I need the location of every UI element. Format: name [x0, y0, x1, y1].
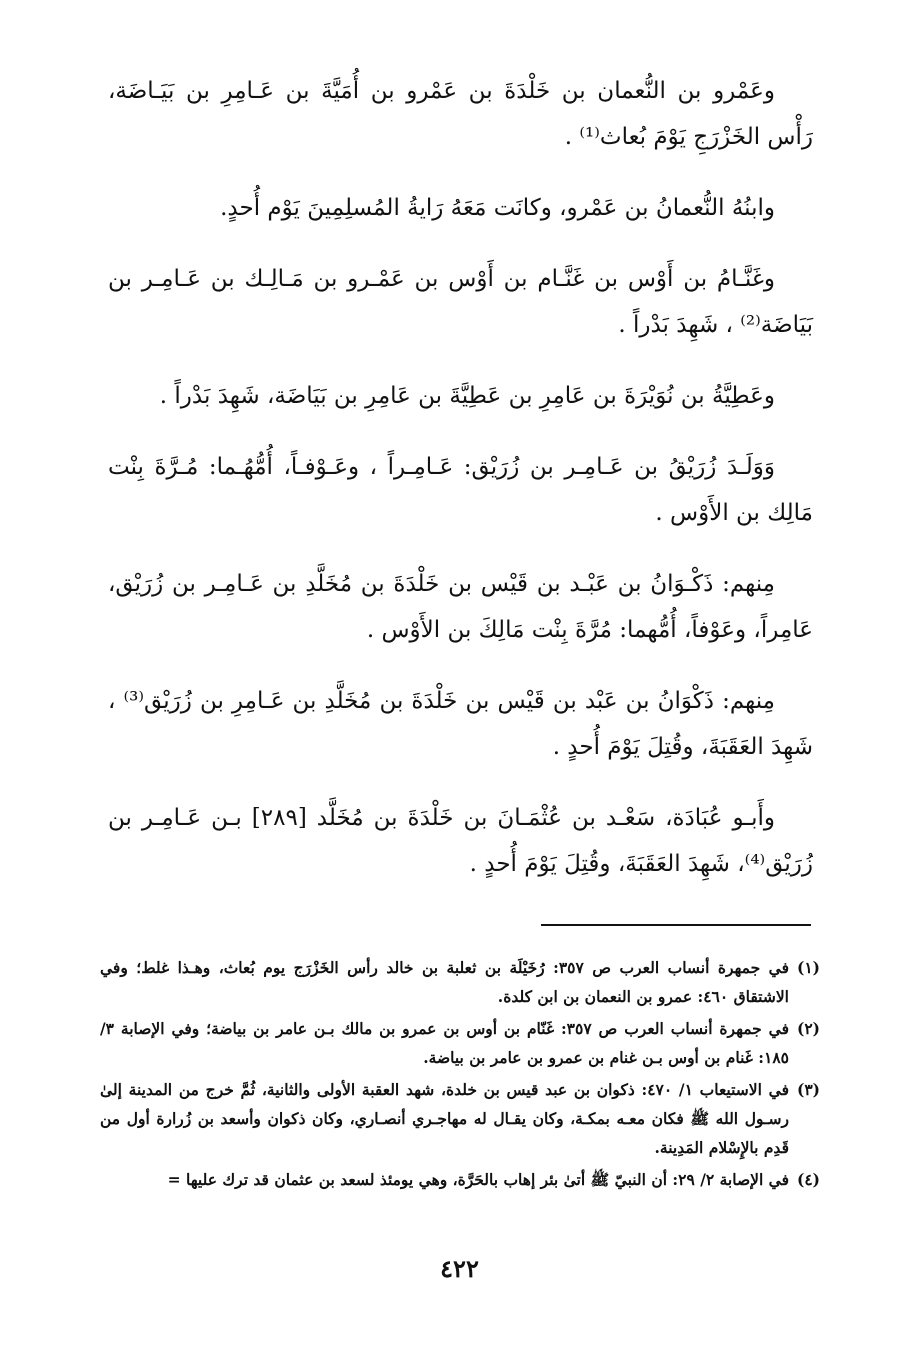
page-number: ٤٢٢	[440, 1254, 479, 1283]
footnote-number: (٤)	[796, 1170, 820, 1189]
paragraph-7: مِنهم: ذَكْوَانُ بن عَبْد بن قَيْس بن خَلْدَةَ بن مُخَلَّدِ بن عَـامِرِ بن زُرَيْق⁽³⁾ ، شَهِدَ العَقَبَةَ، وقُتِلَ يَوْمَ أُحدٍ .	[108, 688, 813, 760]
main-text	[108, 68, 813, 912]
footnote-number: (١)	[796, 958, 820, 977]
paragraph-2: وابنُهُ النُّعمانُ بن عَمْرو، وكانَت مَعَهُ رَايةُ المُسلِمِينَ يَوْم أُحدٍ.	[220, 195, 775, 221]
footnote-separator	[541, 924, 811, 926]
paragraph-3: وغَنَّـامُ بن أَوْس بن غَنَّـام بن أَوْس بن عَمْـرو بن مَـالِـك بن عَـامِـر بن بَيَاضَة⁽²⁾ ، شَهِدَ بَدْراً .	[108, 266, 813, 338]
footnote-text: في جمهرة أنساب العرب ص ٣٥٧: غَنّام بن أوس بن عمرو بن مالك بـن عامر بن بياضة؛ وفي الإصابة ٣/ ١٨٥: غَنام بن أوس بـن غنام بن عمرو بن عامر بن بياضة.	[100, 1019, 789, 1067]
paragraph-1: وعَمْرو بن النُّعمان بن خَلْدَةَ بن عَمْرو بن أُمَيَّةَ بن عَـامِرِ بن بَيَـاضَة، رَأْس الخَزْرَجِ يَوْمَ بُعاث⁽¹⁾ .	[108, 78, 813, 150]
paragraph-5: وَوَلَـدَ زُرَيْقُ بن عَـامِـر بن زُرَيْق: عَـامِـراً ، وعَـوْفـاً، أُمُّهُـما: مُـرَّةَ بِنْت مَالِك بن الأَوْس .	[108, 454, 813, 526]
footnote-number: (٣)	[796, 1080, 820, 1099]
footnote-text: في الإصابة ٢/ ٢٩: أن النبيّ ﷺ أتىٰ بئر إهاب بالحَرَّة، وهي يومئذ لسعد بن عثمان قد ترك عليها =	[167, 1170, 789, 1189]
footnote-text: في الاستيعاب ١/ ٤٧٠: ذكوان بن عبد قيس بن خلدة، شهد العقبة الأولى والثانية، ثُمَّ خرج من المدينة إلىٰ رسـول الله ﷺ فكان معـه بمكـة، وكان يقـال له مهاجـري أنصـاري، وكان ذكوان وأسعد بن زُرارة أول من قَدِم بالإِسْلام المَدِينة.	[100, 1080, 789, 1157]
footnote-number: (٢)	[796, 1019, 820, 1038]
paragraph-8: وأَبـو عُبَادَة، سَعْـد بن عُثْمَـانَ بن خَلْدَةَ بن مُخَلَّد [٢٨٩] بـن عَـامِـر بن زُرَيْق⁽⁴⁾، شَهِدَ العَقَبَةَ، وقُتِلَ يَوْمَ أُحدٍ .	[108, 805, 813, 877]
footnote-2	[100, 1014, 820, 1072]
paragraph-6: مِنهم: ذَكْـوَانُ بن عَبْـد بن قَيْس بن خَلْدَةَ بن مُخَلَّدِ بن عَـامِـر بن زُرَيْق، عَامِراً، وعَوْفاً، أُمُّهما: مُرَّةَ بِنْت مَالِكَ بن الأَوْس .	[108, 571, 813, 643]
footnote-text: في جمهرة أنساب العرب ص ٣٥٧: رُخَيْلَة بن ثعلبة بن خالد رأس الخَزْرَج يوم بُعاث، وهـذا غلط؛ وفي الاشتقاق ٤٦٠: عمرو بن النعمان بن ابن كلدة.	[100, 958, 789, 1006]
footnote-1	[100, 953, 820, 1011]
paragraph-4: وعَطِيَّةُ بن نُوَيْرَةَ بن عَامِرِ بن عَطِيَّةَ بن عَامِرِ بن بَيَاضَة، شَهِدَ بَدْراً .	[159, 383, 775, 409]
footnote-3	[100, 1075, 820, 1162]
footnotes	[100, 953, 820, 1197]
footnote-4	[100, 1165, 820, 1194]
